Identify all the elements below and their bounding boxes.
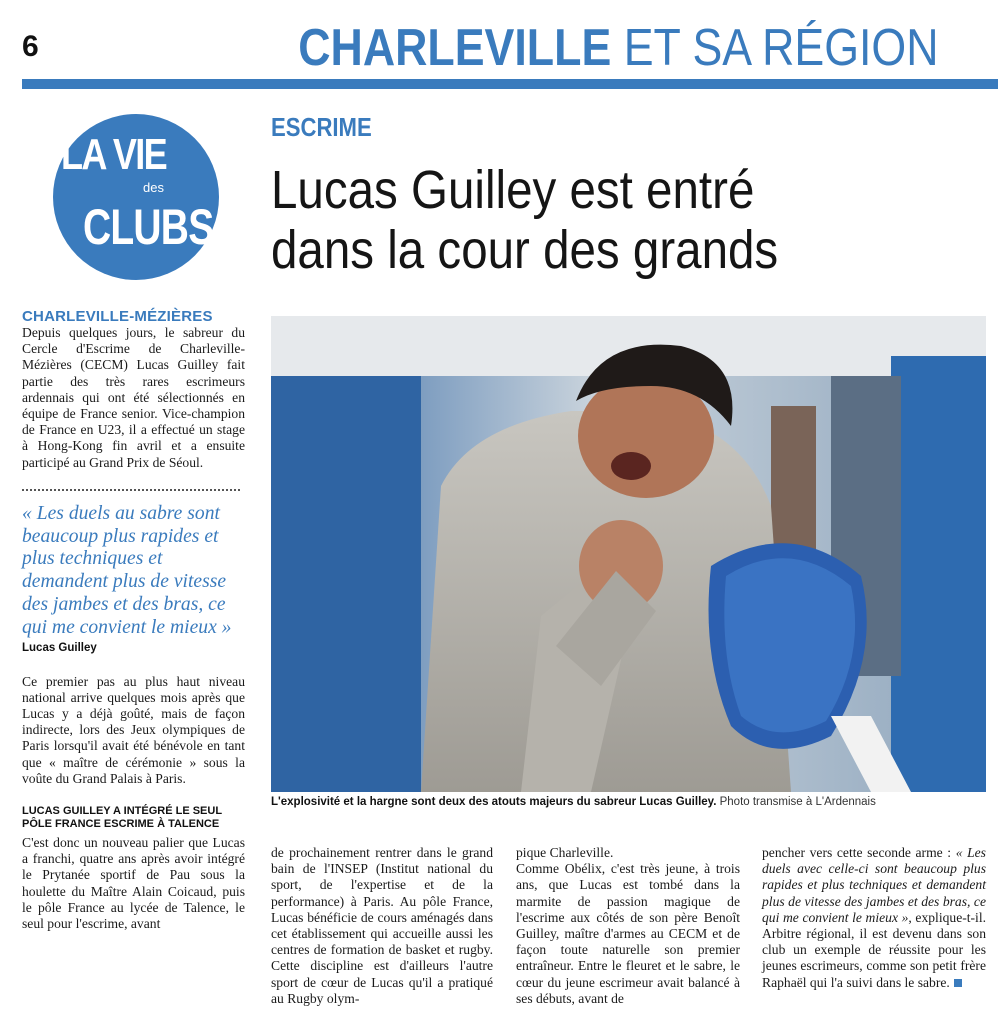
dotted-divider — [22, 489, 240, 491]
section-title-light: ET SA RÉGION — [623, 19, 938, 77]
header-rule — [22, 79, 998, 89]
body-paragraph-2: C'est donc un nouveau palier que Lucas a franchi, quatre ans après avoir intégré le Prytanée sportif de Pau sous la houlette du Maître Alain Coicaud, puis le pôle France au lycée de Talence, le seul pour l'escrime, avant — [22, 835, 245, 932]
section-title — [298, 18, 938, 78]
photo-credit: Photo transmise à L'Ardennais — [719, 796, 876, 808]
badge-la-vie: LA VIE — [61, 130, 167, 179]
body-column-2 — [271, 845, 493, 1007]
intertitle: LUCAS GUILLEY A INTÉGRÉ LE SEUL PÔLE FRANCE ESCRIME À TALENCE — [22, 805, 222, 831]
article-photo — [271, 316, 986, 792]
quote-author: Lucas Guilley — [22, 641, 97, 654]
left-column — [22, 308, 245, 932]
column-4-text-b: , explique-t-il. Arbitre régional, il est devenu dans son club un exemple de réussite pour les jeunes escrimeurs, comme son petit frère Raphaël qui l'a suivi dans le sabre. — [762, 909, 987, 990]
column-4-text — [762, 845, 986, 991]
badge-des: des — [143, 180, 164, 195]
column-3-text-b: Comme Obélix, c'est très jeune, à trois ans, que Lucas est tombé dans la marmite de passion magique de l'escrime aux côtés de son père Benoît Guilley, maître d'armes au CECM et de façon toute naturelle son premier entraîneur. Entre le fleuret et le sabre, le cœur du jeune escrimeur avait balancé à ses débuts, avant de — [516, 861, 740, 1006]
section-title-bold: CHARLEVILLE — [297, 19, 611, 77]
end-of-article-mark — [954, 979, 962, 987]
body-column-4 — [762, 845, 986, 991]
fencer-photo-illustration — [271, 316, 986, 792]
column-4-quote: « Les duels avec celle-ci sont beaucoup plus rapides et plus techniques et demandent plus de vitesse des jambes et des bras, ce qui me convient le mieux » — [762, 845, 986, 925]
body-column-3 — [516, 845, 740, 1007]
page-number: 6 — [22, 30, 39, 63]
headline-line-1: Lucas Guilley est entré — [271, 160, 755, 220]
column-3-text-a: pique Charleville. — [516, 845, 614, 860]
caption-text: L'explosivité et la hargne sont deux des atouts majeurs du sabreur Lucas Guilley. — [271, 796, 717, 808]
photo-caption — [271, 796, 986, 808]
column-4-text-a: pencher vers cette seconde arme : — [762, 845, 952, 860]
dateline-location: CHARLEVILLE-MÉZIÈRES — [22, 308, 213, 325]
article-kicker: ESCRIME — [271, 112, 372, 142]
badge-clubs: CLUBS — [83, 199, 214, 255]
la-vie-des-clubs-badge — [53, 114, 219, 280]
pull-quote: « Les duels au sabre sont beaucoup plus rapides et plus techniques et demandent plus de vitesse des jambes et des bras, ce qui me convient le mieux » — [22, 502, 232, 638]
body-paragraph-1: Ce premier pas au plus haut niveau national arrive quelques mois après que Lucas y a déjà goûté, mais de façon indirecte, lors des Jeux olympiques de Paris lorsqu'il avait été bénévole en tant que « maître de cérémonie » sous la voûte du Grand Palais à Paris. — [22, 673, 245, 786]
article-headline — [271, 160, 905, 280]
headline-line-2: dans la cour des grands — [271, 220, 779, 280]
lead-paragraph: Depuis quelques jours, le sabreur du Cercle d'Escrime de Charleville-Mézières (CECM) Lucas Guilley fait partie des très rares escrimeurs ardennais qui ont été sélectionnés en équipe de France senior. Vice-champion de France en U23, il a effectué un stage à Hong-Kong fin avril et a ensuite participé au Grand Prix de Séoul. — [22, 325, 245, 470]
column-2-text: de prochainement rentrer dans le grand bain de l'INSEP (Institut national du sport, de l'expertise et de la performance) à Paris. Au pôle France, Lucas bénéficie de cours aménagés dans cet établissement qui accueille aussi les centres de formation de basket et rugby. Cette discipline est d'ailleurs l'autre sport de cœur de Lucas qu'il a pratiqué au Rugby olym- — [271, 845, 493, 1006]
